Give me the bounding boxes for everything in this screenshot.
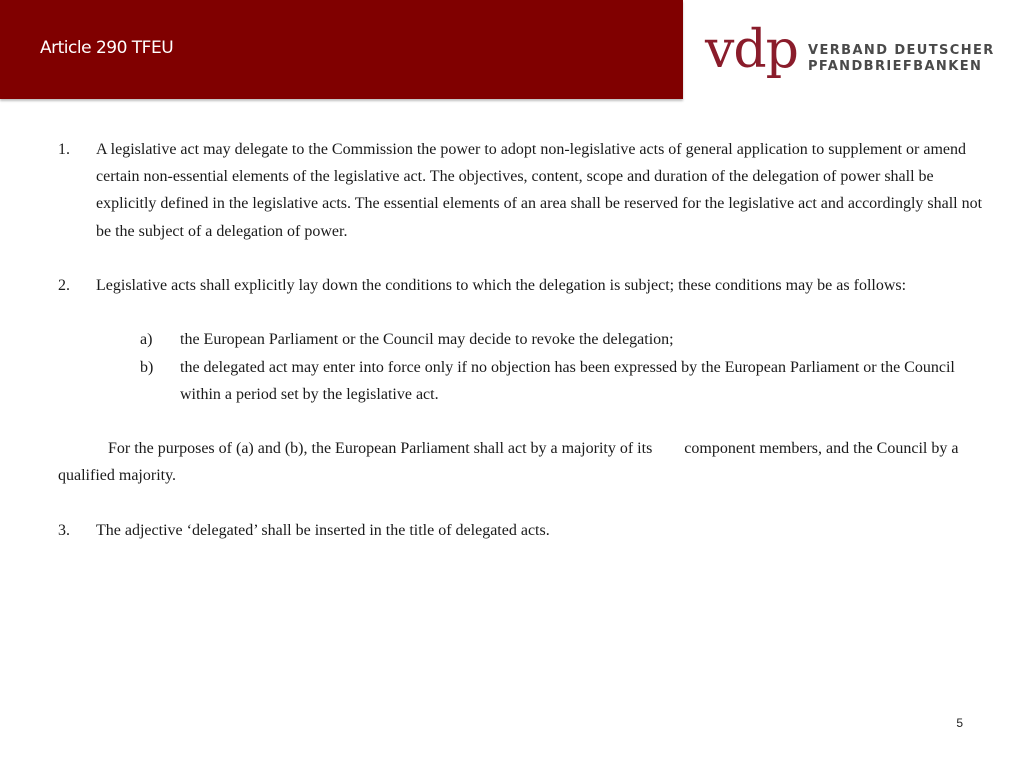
list-item-1-number: 1. — [58, 141, 70, 158]
logo-text-line1: VERBAND DEUTSCHER — [808, 43, 995, 58]
sub-item-a — [58, 326, 993, 353]
list-item-2-number: 2. — [58, 277, 70, 294]
list-item-3 — [58, 517, 993, 544]
list-item-2-text: Legislative acts shall explicitly lay down the conditions to which the delegation is subject; these conditions may be as follows: — [96, 277, 907, 294]
list-item-2 — [58, 272, 993, 299]
sub-item-a-label: a) — [140, 331, 153, 349]
sub-item-b-label: b) — [140, 358, 154, 376]
vdp-logo — [705, 20, 995, 86]
sub-item-b — [58, 354, 993, 408]
header-band — [0, 0, 683, 99]
list-item-1 — [58, 136, 993, 245]
list-item-3-number: 3. — [58, 521, 70, 539]
sub-item-b-text: the delegated act may enter into force only if no objection has been expressed by the European Parliament or the Council within a period set by the legislative act. — [180, 358, 955, 403]
logo-mark: vdp — [705, 20, 798, 80]
voting-paragraph: For the purposes of (a) and (b), the European Parliament shall act by a majority of its component members, and the Council by a qualified majority. — [58, 440, 963, 485]
list-item-1-text: A legislative act may delegate to the Commission the power to adopt non-legislative acts of general application to supplement or amend certain non-essential elements of the legislative act. The objectives, content, scope and duration of the delegation of power shall be explicitly defined in the legislative acts. The essential elements of an area shall be reserved for the legislative act and accordingly shall not be the subject of a delegation of power. — [96, 141, 983, 240]
list-item-3-text: The adjective ‘delegated’ shall be inserted in the title of delegated acts. — [96, 521, 550, 539]
sub-item-a-text: the European Parliament or the Council may decide to revoke the delegation; — [180, 331, 674, 349]
logo-text-line2: PFANDBRIEFBANKEN — [808, 59, 983, 74]
page-number: 5 — [956, 716, 963, 730]
slide-body — [58, 136, 993, 544]
slide-title: Article 290 TFEU — [40, 38, 174, 58]
